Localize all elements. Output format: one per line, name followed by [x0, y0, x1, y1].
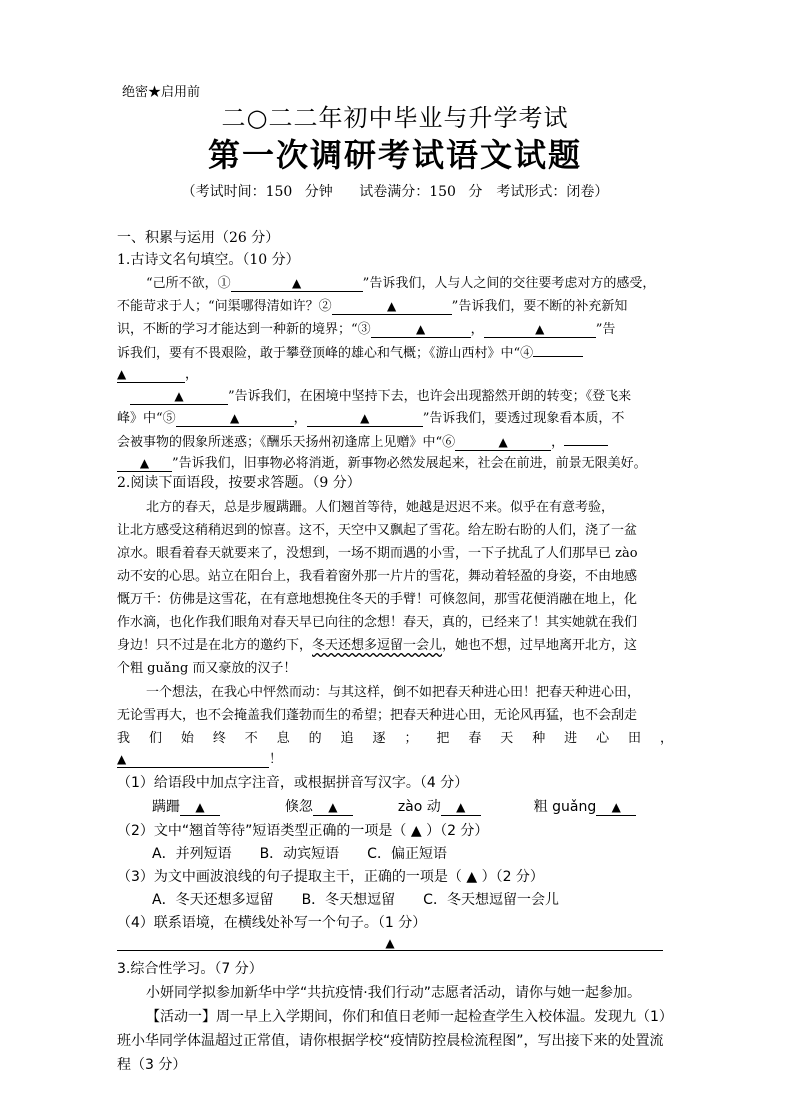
q1-line-5: ▲ ， [117, 367, 199, 382]
passage-line: 凉水。眼看着春天就要来了，没想到，一场不期而遇的小雪，一下子扰乱了人们那早已 zào [117, 546, 638, 561]
answer-blank-4a[interactable] [533, 341, 583, 357]
passage-line: ▲ ！ [117, 752, 283, 767]
answer-blank-6b[interactable] [564, 430, 608, 446]
answer-blank-3a[interactable]: ▲ [371, 322, 471, 338]
q1-line-2: 不能苛求于人；“问渠哪得清如许？② ▲ ”告诉我们，要不断的补充新知 [117, 299, 628, 314]
q1-line-6: ▲ ”告诉我们，在困境中坚持下去，也许会出现豁然开朗的转变；《登飞来 [130, 385, 631, 405]
answer-blank-2[interactable]: ▲ [332, 299, 452, 315]
q1-line-4: 诉我们，要有不畏艰险，敢于攀登顶峰的雄心和气概；《游山西村》中“④ [117, 341, 583, 361]
passage-line: 我们始终不息的追逐；把春天种进心田， [117, 731, 673, 746]
sub-question-3-options: A．冬天还想多逗留 B．冬天想逗留 C．冬天想逗留一会儿 [152, 892, 559, 908]
answer-blank-4a-cont[interactable]: ▲ [117, 367, 185, 383]
question-2-title: 2.阅读下面语段，按要求答题。（9 分） [117, 475, 361, 491]
answer-blank-6b-cont[interactable]: ▲ [117, 456, 172, 472]
answer-blank-3b[interactable]: ▲ [484, 322, 596, 338]
passage-line: 个粗 guǎng 而又豪放的汉子！ [117, 661, 297, 676]
q3-activity-1: 【活动一】周一早上入学期间，你们和值日老师一起检查学生入校体温。发现九（1） [146, 1009, 673, 1025]
q1-line-8: 会被事物的假象所迷惑；《酬乐天扬州初逢席上见赠》中“⑥ ▲ ， [117, 430, 608, 451]
q1-line-3: 识，不断的学习才能达到一种新的境界；“③ ▲ ， ▲ ”告 [117, 322, 616, 337]
sub-question-4: （4）联系语境，在横线处补写一个句子。（1 分） [117, 915, 427, 931]
passage-line: 慨万千：仿佛是这雪花，在有意地想挽住冬天的手臂！可倏忽间，那雪花便消融在地上，化 [117, 592, 638, 607]
sub-question-3: （3）为文中画波浪线的句子提取主干，正确的一项是（ ▲ ）（2 分） [117, 869, 544, 885]
passage-line: 作水滴，也化作我们眼角对春天早已向往的念想！春天，真的，已经来了！其实她就在我们 [117, 615, 638, 630]
answer-blank-5a[interactable]: ▲ [176, 411, 294, 427]
q3-intro: 小妍同学拟参加新华中学“共抗疫情·我们行动”志愿者活动，请你与她一起参加。 [146, 985, 641, 1001]
exam-title: 二○二二年初中毕业与升学考试 [221, 104, 569, 132]
answer-blank-passage[interactable]: ▲ [117, 752, 269, 768]
q1-line-9: ▲ ”告诉我们，旧事物必将消逝，新事物必然发展起来，社会在前进，前景无限美好。 [117, 452, 647, 472]
confidential-label: 绝密★启用前 [122, 85, 201, 100]
question-1-title: 1.古诗文名句填空。（10 分） [117, 252, 300, 268]
passage-line: 一个想法，在我心中怦然而动：与其这样，倒不如把春天种进心田！把春天种进心田， [146, 685, 641, 700]
exam-meta: （考试时间：150 分钟 试卷满分：150 分 考试形式：闭卷） [181, 184, 609, 200]
passage-line: 无论雪再大，也不会掩盖我们蓬勃而生的希望；把春天种进心田，无论风再猛，也不会刮走 [117, 708, 638, 723]
answer-line-sub4[interactable]: ▲ [117, 934, 663, 951]
passage-line: 让北方感受这稍稍迟到的惊喜。这不，天空中又飘起了雪花。给左盼右盼的人们，浇了一盆 [117, 523, 638, 538]
answer-blank-w4[interactable]: ▲ [596, 800, 636, 816]
answer-blank-5b[interactable]: ▲ [307, 411, 423, 427]
passage-line: 动不安的心思。站立在阳台上，我看着窗外那一片片的雪花，舞动着轻盈的身姿，不由地感 [117, 569, 638, 584]
section-heading: 一、积累与运用（26 分） [117, 230, 280, 246]
sub-question-2-options: A．并列短语 B．动宾短语 C．偏正短语 [152, 846, 447, 862]
sub-question-1: （1）给语段中加点字注音，或根据拼音写汉字。（4 分） [117, 775, 469, 791]
sub-question-1-items: 蹒跚 ▲ 倏忽 ▲ zào 动 ▲ 粗 guǎng ▲ [152, 796, 636, 816]
exam-subtitle: 第一次调研考试语文试题 [207, 136, 582, 174]
q3-activity-1-cont: 班小华同学体温超过正常值，请你根据学校“疫情防控晨检流程图”，写出接下来的处置流 [117, 1033, 664, 1049]
passage-line: 北方的春天，总是步履蹒跚。人们翘首等待，她越是迟迟不来。似乎在有意考验， [146, 500, 615, 515]
answer-blank-w2[interactable]: ▲ [313, 800, 353, 816]
q1-line-1: “己所不欲，① ▲ ”告诉我们，人与人之间的交往要考虑对方的感受， [146, 276, 656, 291]
question-3-title: 3.综合性学习。（7 分） [117, 961, 263, 977]
sub-question-2: （2）文中“翘首等待”短语类型正确的一项是（ ▲ ）（2 分） [117, 823, 489, 839]
wavy-underlined-sentence: 冬天还想多逗留一会儿 [312, 638, 443, 653]
answer-blank-w1[interactable]: ▲ [180, 800, 220, 816]
q1-line-7: 峰》中“⑤ ▲ ， ▲ ”告诉我们，要透过现象看本质，不 [117, 411, 625, 426]
q3-activity-1-end: 程（3 分） [117, 1057, 187, 1073]
answer-blank-1[interactable]: ▲ [231, 276, 363, 292]
answer-blank-4b[interactable]: ▲ [130, 389, 228, 405]
passage-line: 身边！只不过是在北方的邀约下，冬天还想多逗留一会儿，她也不想，过早地离开北方，这 [117, 638, 638, 653]
answer-blank-w3[interactable]: ▲ [441, 800, 481, 816]
answer-blank-6a[interactable]: ▲ [455, 435, 551, 451]
